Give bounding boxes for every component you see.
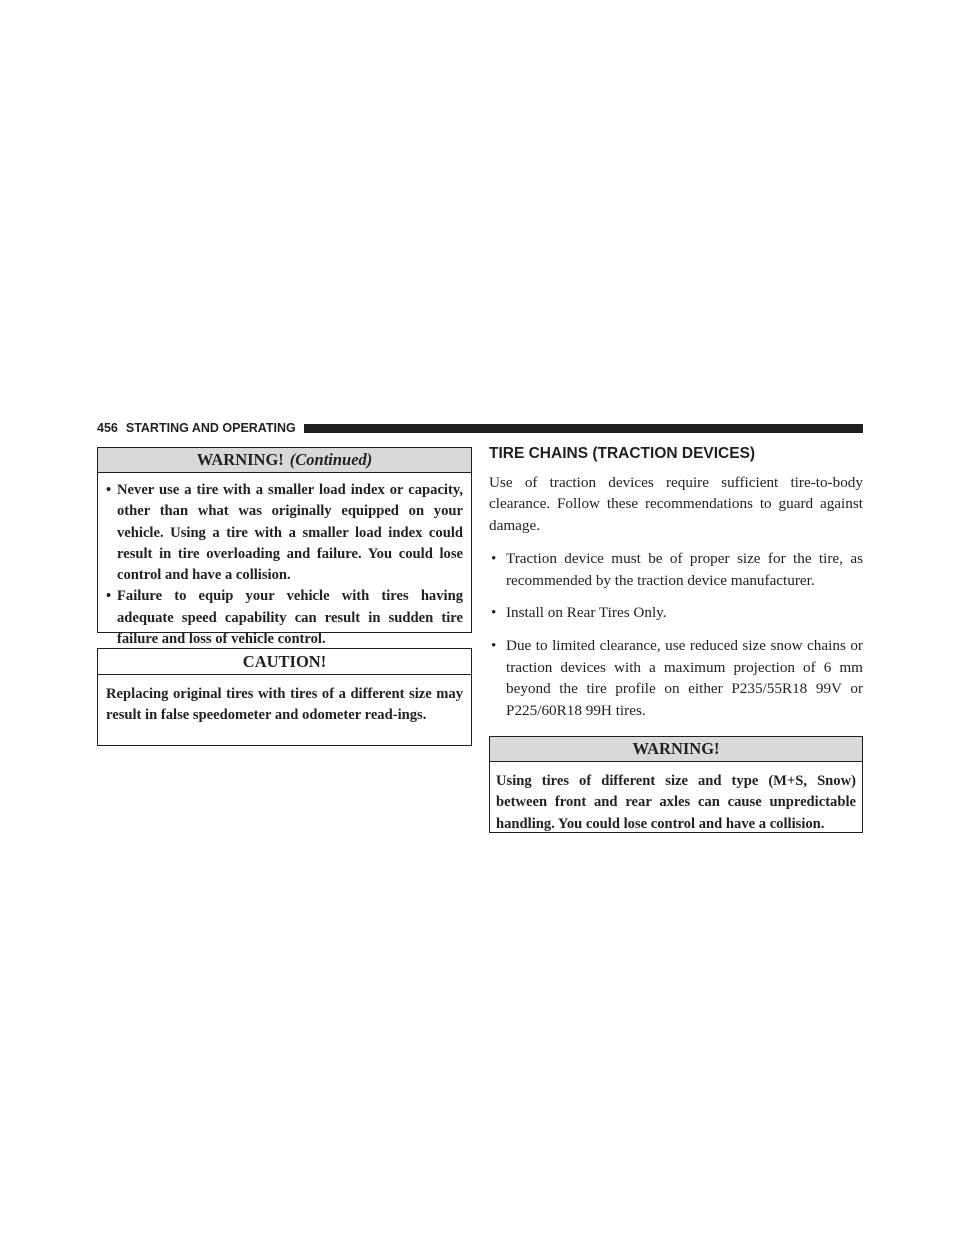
warning-continued-title: [98, 448, 471, 473]
warning-text: Using tires of different size and type (M+S, Snow) between front and rear axles can cause unpredictable handling. You could lose control and have a collision.: [496, 773, 856, 832]
warning-continued-body: [98, 473, 471, 659]
warning-title-text: WARNING!: [196, 450, 284, 469]
list-item: [489, 548, 863, 591]
bullet-text: Traction device must be of proper size for the tire, as recommended by the traction device manufacturer.: [506, 550, 863, 589]
warning-bullet-text: Never use a tire with a smaller load index or capacity, other than what was originally equipped on your vehicle. Using a tire with a smaller load index could result in tire overloading and failure. You could lose control and have a collision.: [117, 482, 463, 584]
bullet-text: Due to limited clearance, use reduced size snow chains or traction devices with a maximum projection of 6 mm beyond the tire profile on either P235/55R18 99V or P225/60R18 99H tires.: [506, 637, 863, 719]
right-column: [489, 447, 863, 833]
caution-title: CAUTION!: [98, 649, 471, 675]
intro-paragraph: Use of traction devices require sufficient tire-to-body clearance. Follow these recommendations to guard against damage.: [489, 474, 863, 534]
caution-text: Replacing original tires with tires of a different size may result in false speedometer and odometer read-ings.: [106, 686, 463, 724]
section-title: STARTING AND OPERATING: [125, 421, 296, 435]
section-heading: TIRE CHAINS (TRACTION DEVICES): [489, 445, 756, 462]
list-item: [489, 602, 863, 623]
bullet-icon: •: [106, 588, 112, 605]
bullet-icon: •: [491, 550, 497, 568]
warning-box: [489, 736, 863, 833]
page-number: 456: [97, 421, 118, 435]
bullet-icon: •: [491, 604, 497, 622]
list-item: [106, 480, 463, 586]
header-rule: [304, 424, 863, 433]
caution-box: [97, 648, 472, 746]
bullet-icon: •: [106, 482, 112, 498]
warning-continued-box: [97, 447, 472, 648]
bullet-icon: •: [491, 637, 497, 655]
bullet-text: Install on Rear Tires Only.: [506, 604, 667, 622]
page-header: [97, 421, 863, 435]
warning-title: WARNING!: [490, 737, 862, 762]
list-item: [106, 586, 463, 650]
list-item: [489, 635, 863, 721]
warning-bullet-text: Failure to equip your vehicle with tires having adequate speed capability can result in sudden tire failure and loss of vehicle control.: [117, 588, 463, 648]
warning-continued-label: (Continued): [289, 450, 373, 469]
left-column: [97, 447, 472, 746]
